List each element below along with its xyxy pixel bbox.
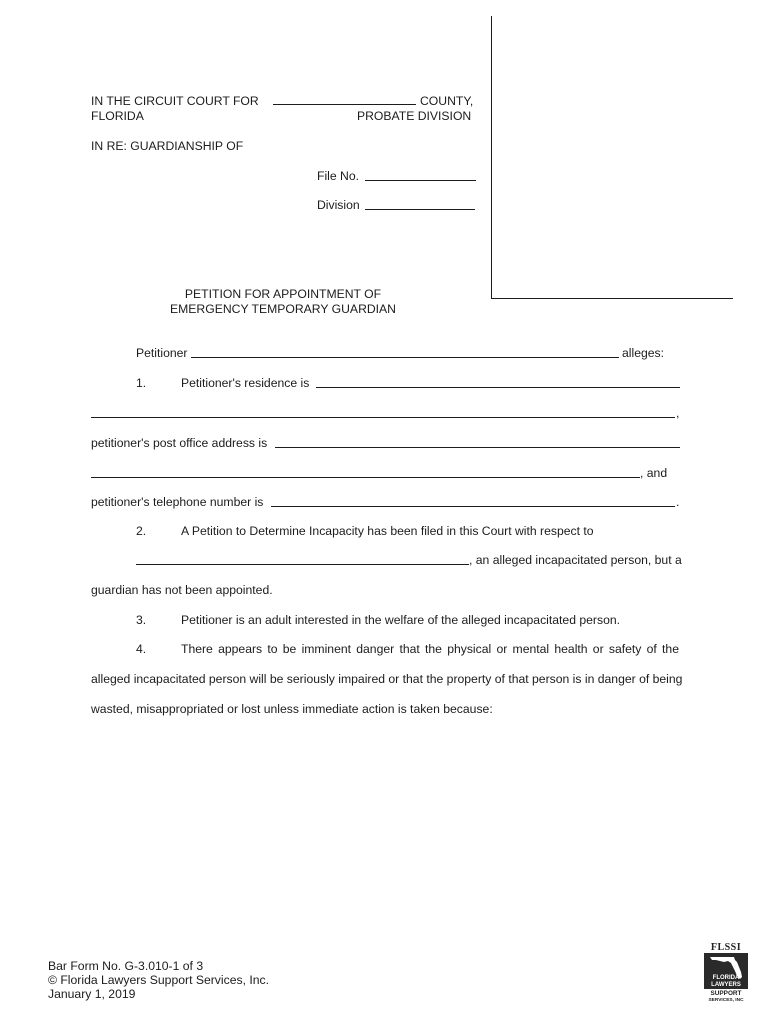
paragraph-2-text: A Petition to Determine Incapacity has been filed in this Court with respect to [181,524,594,538]
logo-box [704,953,748,989]
paragraph-1-number: 1. [136,376,147,390]
file-no-label: File No. [317,169,359,183]
court-line-label: IN THE CIRCUIT COURT FOR [91,94,259,108]
paragraph-2-number: 2. [136,524,147,538]
paragraph-4-text: There appears to be imminent danger that the physical or mental health or safety of the [181,642,679,656]
telephone-label: petitioner's telephone number is [91,495,264,509]
copyright-notice: © Florida Lawyers Support Services, Inc. [48,973,269,987]
form-date: January 1, 2019 [48,987,136,1001]
bar-form-number: Bar Form No. G-3.010-1 of 3 [48,959,204,973]
po-address-label: petitioner's post office address is [91,436,268,450]
telephone-blank[interactable] [271,495,675,507]
logo-bottom-line-1: SUPPORT [710,990,742,997]
logo-top-text: FLSSI [710,942,742,953]
title-line-2: EMERGENCY TEMPORARY GUARDIAN [170,302,396,316]
alleges-label: alleges: [622,346,665,360]
logo-box-line-1: FLORIDA [712,975,740,981]
logo-bottom-line-2: SERVICES, INC [708,998,744,1003]
title-line-1: PETITION FOR APPOINTMENT OF [184,287,382,301]
incapacitated-person-blank[interactable] [136,553,469,565]
residence-blank-continued[interactable] [91,406,675,418]
paragraph-3-text: Petitioner is an adult interested in the welfare of the alleged incapacitated person. [181,613,621,627]
residence-label: Petitioner's residence is [181,376,310,390]
alleged-incapacitated-label: , an alleged incapacitated person, but a [469,553,682,567]
paragraph-3-number: 3. [136,613,147,627]
in-re-label: IN RE: GUARDIANSHIP OF [91,139,244,153]
paragraph-4-line-3: wasted, misappropriated or lost unless immediate action is taken because: [91,702,493,716]
and-label: , and [640,466,668,480]
filing-box-horizontal-line [491,298,733,299]
po-address-blank-continued[interactable] [91,466,640,478]
paragraph-4-number: 4. [136,642,147,656]
paragraph-4-line-2: alleged incapacitated person will be seriously impaired or that the property of that person is in danger of being [91,672,683,686]
filing-box-vertical-line [491,16,492,299]
file-no-blank[interactable] [365,169,476,181]
residence-comma: , [676,406,680,420]
petitioner-name-blank[interactable] [191,346,619,358]
probate-division-label: PROBATE DIVISION [357,109,472,123]
petitioner-label: Petitioner [136,346,188,360]
state-label: FLORIDA [91,109,144,123]
division-label: Division [317,198,360,212]
county-blank[interactable] [273,93,416,105]
county-label: COUNTY, [420,94,474,108]
paragraph-2-continued: guardian has not been appointed. [91,583,273,597]
division-blank[interactable] [365,198,475,210]
po-address-blank[interactable] [275,436,680,448]
flssi-logo [704,942,748,1008]
telephone-period: . [676,495,680,509]
logo-box-line-2: LAWYERS [711,981,741,988]
residence-blank[interactable] [316,376,680,388]
